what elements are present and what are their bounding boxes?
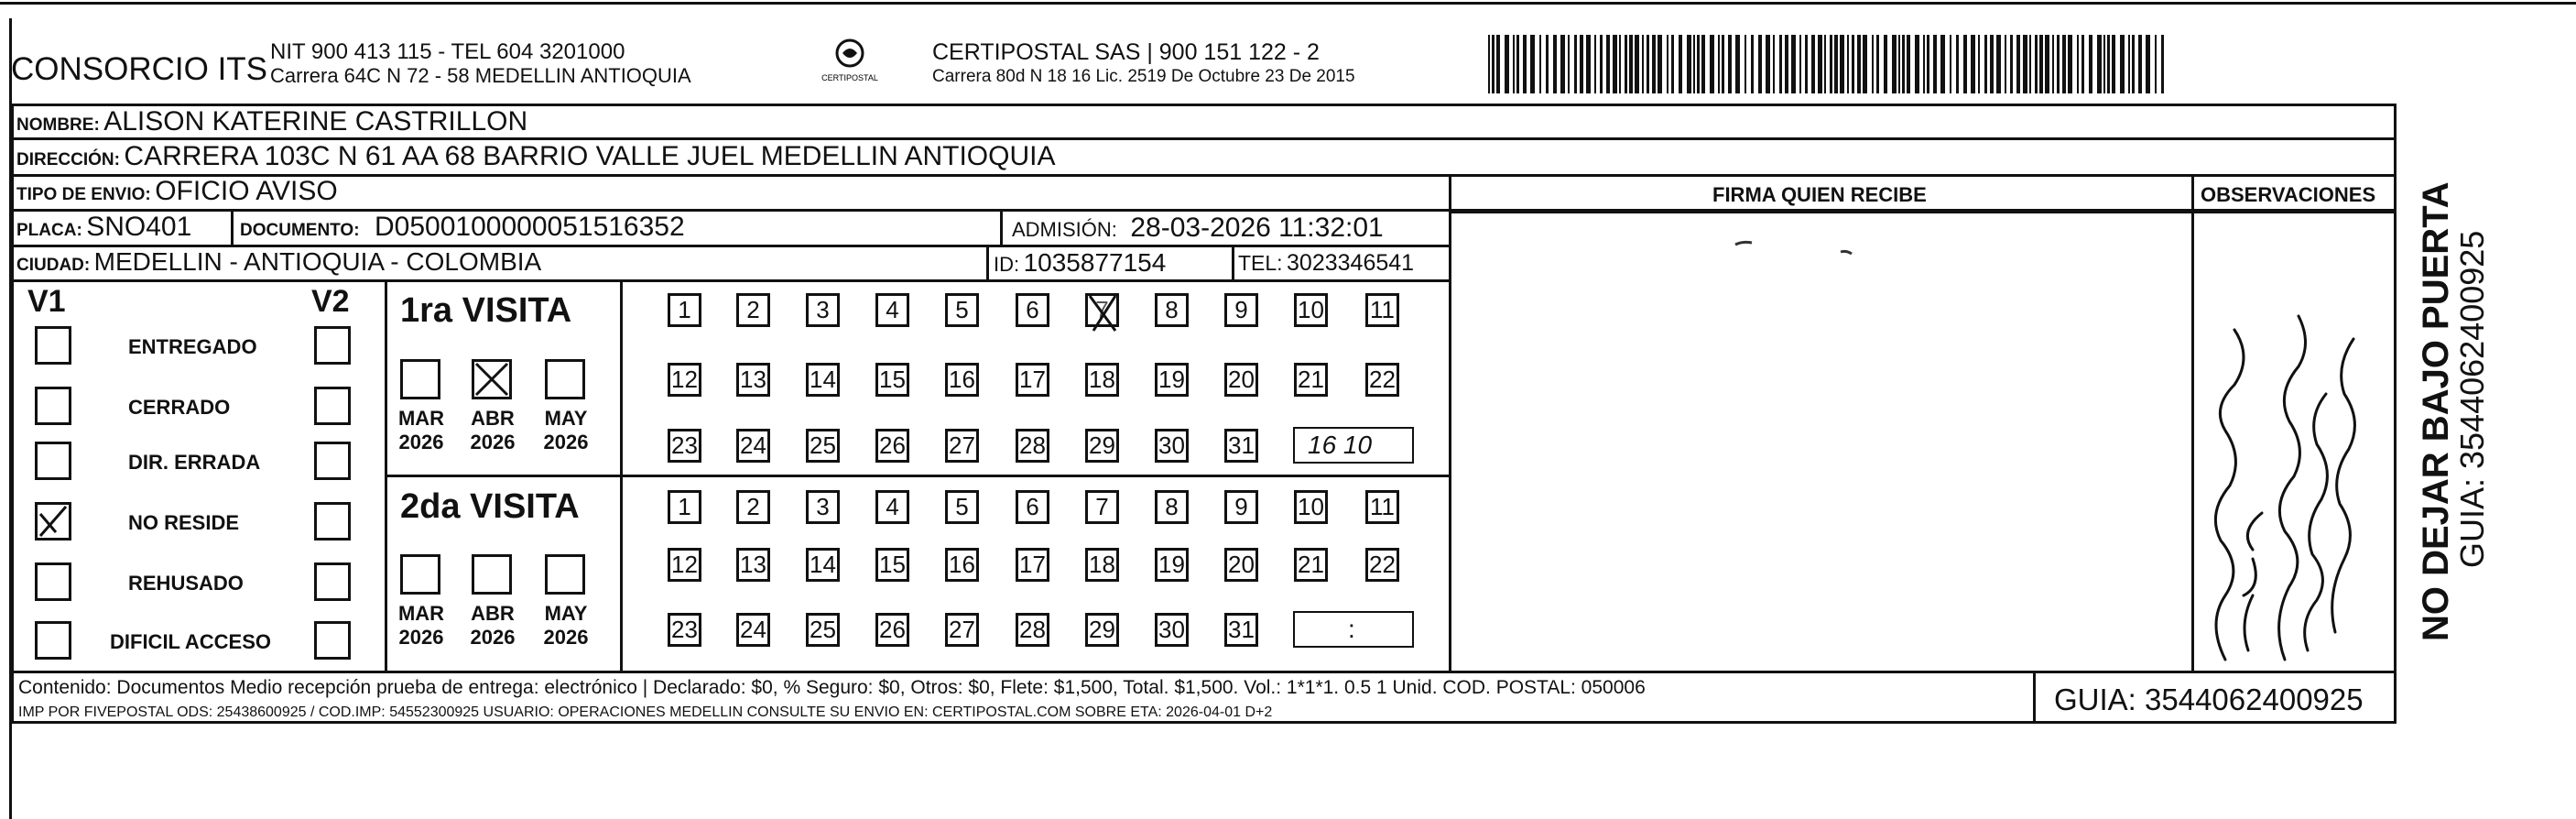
id-value: 1035877154 xyxy=(1023,248,1167,277)
barcode-bar xyxy=(2039,35,2043,93)
second-visit-day[interactable]: 24 xyxy=(736,613,770,647)
barcode-bar xyxy=(1505,35,1509,93)
status-label: DIR. ERRADA xyxy=(128,451,261,474)
second-visit-day[interactable]: 16 xyxy=(945,548,979,582)
barcode-bar xyxy=(1594,35,1596,93)
second-visit-day[interactable]: 31 xyxy=(1224,613,1258,647)
second-visit-day[interactable]: 21 xyxy=(1294,548,1328,582)
first-visit-day[interactable]: 9 xyxy=(1224,293,1258,327)
month-label: MAY 2026 xyxy=(543,602,589,649)
company-address: Carrera 64C N 72 - 58 MEDELLIN ANTIOQUIA xyxy=(270,64,691,87)
status-label: DIFICIL ACCESO xyxy=(110,630,272,653)
v1-label: V1 xyxy=(27,284,66,319)
v2-checkbox[interactable] xyxy=(314,502,351,541)
barcode-bar xyxy=(2161,35,2164,93)
second-visit-day[interactable]: 11 xyxy=(1365,490,1399,524)
direccion-label: DIRECCIÓN: xyxy=(16,150,120,169)
barcode-bar xyxy=(1758,35,1762,93)
first-visit-day[interactable]: 14 xyxy=(806,363,840,397)
barcode-bar xyxy=(2138,35,2142,93)
barcode-bar xyxy=(1619,35,1621,93)
barcode-bar xyxy=(1950,35,1951,93)
v1-checkbox[interactable] xyxy=(35,621,71,660)
barcode-bar xyxy=(1785,35,1788,93)
tipo-value: OFICIO AVISO xyxy=(155,176,338,206)
second-visit-day[interactable]: 10 xyxy=(1294,490,1328,524)
barcode-bar xyxy=(2045,35,2049,93)
barcode-bar xyxy=(1492,35,1495,93)
admision-value: 28-03-2026 11:32:01 xyxy=(1130,213,1384,243)
second-time-value: : xyxy=(1348,615,1355,643)
first-visit-day[interactable]: 16 xyxy=(945,363,979,397)
month-checkbox[interactable] xyxy=(545,359,585,399)
second-visit-day[interactable]: 22 xyxy=(1365,548,1399,582)
v1-checkbox[interactable] xyxy=(35,562,71,601)
first-visit-day[interactable]: 29 xyxy=(1085,429,1119,463)
first-visit-day[interactable]: 12 xyxy=(668,363,701,397)
month-label: MAR 2026 xyxy=(397,602,445,649)
first-visit-day[interactable]: 1 xyxy=(668,293,701,327)
barcode-bar xyxy=(1907,35,1910,93)
barcode-bar xyxy=(2132,35,2135,93)
barcode-bar xyxy=(1898,35,1900,93)
barcode-bar xyxy=(1872,35,1874,93)
tipo-label: TIPO DE ENVIO: xyxy=(16,185,151,204)
v1-checkbox[interactable] xyxy=(35,326,71,365)
month-label: ABR 2026 xyxy=(470,602,516,649)
barcode-bar xyxy=(1811,35,1815,93)
barcode-bar xyxy=(1840,35,1844,93)
barcode-bar xyxy=(1830,35,1832,93)
status-label: NO RESIDE xyxy=(128,511,240,534)
cell-divider xyxy=(1232,246,1234,280)
side-warning: NO DEJAR BAJO PUERTA xyxy=(2416,181,2456,641)
first-visit-day[interactable]: 8 xyxy=(1155,293,1189,327)
barcode-bar xyxy=(1652,35,1656,93)
certipostal-logo xyxy=(813,37,886,90)
barcode-bar xyxy=(1586,35,1591,93)
col-divider xyxy=(2191,174,2194,671)
barcode-bar xyxy=(2081,35,2084,93)
barcode-bar xyxy=(1791,35,1796,93)
carrier-name: CERTIPOSTAL SAS | 900 151 122 - 2 xyxy=(932,39,1320,65)
barcode-bar xyxy=(1852,35,1854,93)
first-visit-day[interactable]: 10 xyxy=(1294,293,1328,327)
barcode-bar xyxy=(2155,35,2157,93)
barcode-bar xyxy=(1799,35,1801,93)
month-checkbox[interactable] xyxy=(545,554,585,595)
v2-label: V2 xyxy=(311,284,350,319)
barcode-bar xyxy=(1963,35,1967,93)
first-visit-day[interactable]: 15 xyxy=(875,363,909,397)
second-visit-day[interactable]: 5 xyxy=(945,490,979,524)
first-visit-day[interactable]: 28 xyxy=(1016,429,1049,463)
first-visit-day[interactable]: 27 xyxy=(945,429,979,463)
barcode-bar xyxy=(1647,35,1649,93)
first-visit-day[interactable]: 11 xyxy=(1365,293,1399,327)
first-visit-day[interactable]: 5 xyxy=(945,293,979,327)
barcode-bar xyxy=(1745,35,1746,93)
admision-label: ADMISIÓN: xyxy=(1012,218,1117,241)
month-checkbox[interactable] xyxy=(400,359,440,399)
first-visit-title: 1ra VISITA xyxy=(400,291,572,330)
first-visit-day[interactable]: 21 xyxy=(1294,363,1328,397)
second-visit-day[interactable]: 12 xyxy=(668,548,701,582)
barcode-bar xyxy=(1990,35,1994,93)
barcode-bar xyxy=(2010,35,2013,93)
barcode-bar xyxy=(2035,35,2038,93)
barcode-bar xyxy=(2077,35,2079,93)
top-border xyxy=(0,2,2576,5)
barcode-bar xyxy=(1940,35,1945,93)
barcode-bar xyxy=(1658,35,1662,93)
first-visit-day[interactable]: 22 xyxy=(1365,363,1399,397)
second-time-box[interactable] xyxy=(1293,611,1414,648)
barcode-bar xyxy=(2023,35,2027,93)
barcode-bar xyxy=(1847,35,1849,93)
barcode-bar xyxy=(1978,35,1980,93)
barcode-bar xyxy=(1560,35,1565,93)
first-visit-day[interactable]: 13 xyxy=(736,363,770,397)
barcode-bar xyxy=(1902,35,1905,93)
barcode-bar xyxy=(1728,35,1732,93)
ciudad-value: MEDELLIN - ANTIOQUIA - COLOMBIA xyxy=(93,247,542,276)
barcode-bar xyxy=(1580,35,1583,93)
company-name: CONSORCIO ITS xyxy=(11,51,268,87)
barcode-bar xyxy=(1697,35,1700,93)
barcode-bar xyxy=(1606,35,1610,93)
first-visit-day[interactable]: 4 xyxy=(875,293,909,327)
visit-row-divider xyxy=(385,475,1449,477)
col-header-line xyxy=(1449,211,2397,213)
v1-checkbox[interactable] xyxy=(35,442,71,480)
status-label: ENTREGADO xyxy=(128,335,257,358)
first-visit-day[interactable]: 26 xyxy=(875,429,909,463)
month-label: ABR 2026 xyxy=(470,407,516,453)
barcode-bar xyxy=(1915,35,1919,93)
first-visit-day[interactable]: 6 xyxy=(1016,293,1049,327)
first-visit-day[interactable]: 7 xyxy=(1085,293,1119,327)
second-visit-title: 2da VISITA xyxy=(400,487,580,526)
status-label: CERRADO xyxy=(128,396,231,419)
barcode-bar xyxy=(1635,35,1639,93)
barcode-bar xyxy=(1857,35,1861,93)
ciudad-label: CIUDAD: xyxy=(16,256,91,275)
barcode-bar xyxy=(1687,35,1691,93)
v2-checkbox[interactable] xyxy=(314,442,351,480)
barcode-bar xyxy=(1773,35,1775,93)
barcode-bar xyxy=(2107,35,2110,93)
col-divider xyxy=(1449,174,1451,671)
second-visit-day[interactable]: 9 xyxy=(1224,490,1258,524)
cell-divider xyxy=(1000,211,1003,245)
footer-guia: GUIA: 3544062400925 xyxy=(2054,682,2364,716)
v2-checkbox[interactable] xyxy=(314,387,351,425)
barcode-bar xyxy=(1863,35,1867,93)
contenido-text: Contenido: Documentos Medio recepción prueba de entrega: electrónico | Declarado: $0, % Seguro: $0, Otros: $0, Flete: $1,500, Total. $1,500. Vol.: 1*1*1. 0.5 1 Unid. COD. POSTAL: 050006 xyxy=(18,677,1646,698)
v2-checkbox[interactable] xyxy=(314,326,351,365)
barcode-bar xyxy=(1568,35,1570,93)
barcode-bar xyxy=(1824,35,1826,93)
barcode-bar xyxy=(1523,35,1527,93)
status-label: REHUSADO xyxy=(128,572,244,595)
barcode-bar xyxy=(2112,35,2115,93)
barcode-bar xyxy=(1693,35,1695,93)
barcode-bar xyxy=(1818,35,1822,93)
barcode-bar xyxy=(1892,35,1897,93)
company-nit: NIT 900 413 115 - TEL 604 3201000 xyxy=(270,39,625,64)
second-visit-day[interactable]: 13 xyxy=(736,548,770,582)
month-checkbox[interactable] xyxy=(472,554,512,595)
signature-marks xyxy=(1731,234,1877,261)
barcode-bar xyxy=(1971,35,1975,93)
barcode-bar xyxy=(1766,35,1770,93)
first-visit-day[interactable]: 25 xyxy=(806,429,840,463)
barcode-bar xyxy=(1629,35,1633,93)
barcode-bar xyxy=(1834,35,1838,93)
barcode-bar xyxy=(2057,35,2060,93)
second-visit-day[interactable]: 7 xyxy=(1085,490,1119,524)
barcode-bar xyxy=(1671,35,1674,93)
barcode-bar xyxy=(2097,35,2102,93)
month-label: MAY 2026 xyxy=(543,407,589,453)
barcode-bar xyxy=(1496,35,1500,93)
nombre-label: NOMBRE: xyxy=(16,115,100,135)
barcode-bar xyxy=(2089,35,2092,93)
placa-label: PLACA: xyxy=(16,221,82,240)
first-visit-day[interactable]: 18 xyxy=(1085,363,1119,397)
barcode-bar xyxy=(1513,35,1515,93)
barcode-bar xyxy=(2068,35,2072,93)
barcode-bar xyxy=(1805,35,1808,93)
barcode-bar xyxy=(1701,35,1705,93)
handwritten-observaciones xyxy=(2198,247,2381,669)
barcode-bar xyxy=(1642,35,1644,93)
second-visit-day[interactable]: 17 xyxy=(1016,548,1049,582)
footer-divider xyxy=(11,671,2397,673)
first-visit-day[interactable]: 24 xyxy=(736,429,770,463)
first-visit-day[interactable]: 30 xyxy=(1155,429,1189,463)
v2-checkbox[interactable] xyxy=(314,562,351,601)
imp-text: IMP POR FIVEPOSTAL ODS: 25438600925 / COD.IMP: 54552300925 USUARIO: OPERACIONES MEDELLIN CONSULTE SU ENVIO EN: CERTIPOSTAL.COM SOBRE ETA: 2026-04-01 D+2 xyxy=(18,704,1273,720)
first-visit-day[interactable]: 31 xyxy=(1224,429,1258,463)
barcode-bar xyxy=(1546,35,1549,93)
row-divider xyxy=(11,174,2397,177)
second-visit-day[interactable]: 19 xyxy=(1155,548,1189,582)
first-time-box[interactable] xyxy=(1293,427,1414,464)
barcode-bar xyxy=(2128,35,2130,93)
barcode-bar xyxy=(1923,35,1925,93)
v2-checkbox[interactable] xyxy=(314,621,351,660)
first-visit-day[interactable]: 23 xyxy=(668,429,701,463)
barcode-bar xyxy=(2052,35,2054,93)
barcode-bar xyxy=(2103,35,2105,93)
documento-label: DOCUMENTO: xyxy=(240,221,360,240)
barcode-bar xyxy=(1996,35,2001,93)
barcode-bar xyxy=(1539,35,1541,93)
barcode-bar xyxy=(1488,35,1490,93)
second-visit-day[interactable]: 23 xyxy=(668,613,701,647)
second-visit-day[interactable]: 18 xyxy=(1085,548,1119,582)
tel-value: 3023346541 xyxy=(1287,250,1415,276)
second-visit-day[interactable]: 14 xyxy=(806,548,840,582)
barcode-bar xyxy=(2062,35,2066,93)
firma-header: FIRMA QUIEN RECIBE xyxy=(1712,183,1927,206)
barcode-bar xyxy=(2146,35,2150,93)
second-visit-day[interactable]: 3 xyxy=(806,490,840,524)
barcode-bar xyxy=(1876,35,1879,93)
barcode-bar xyxy=(2016,35,2020,93)
second-visit-day[interactable]: 25 xyxy=(806,613,840,647)
first-visit-day[interactable]: 2 xyxy=(736,293,770,327)
second-visit-day[interactable]: 29 xyxy=(1085,613,1119,647)
tel-label: TEL: xyxy=(1238,251,1283,275)
barcode-bar xyxy=(1933,35,1937,93)
carrier-address: Carrera 80d N 18 16 Lic. 2519 De Octubre 23 De 2015 xyxy=(932,67,1355,86)
month-checkbox[interactable] xyxy=(472,359,512,399)
barcode-bar xyxy=(1984,35,1987,93)
barcode-bar xyxy=(2005,35,2006,93)
barcode-bar xyxy=(1679,35,1682,93)
barcode-bar xyxy=(1600,35,1603,93)
second-visit-day[interactable]: 27 xyxy=(945,613,979,647)
second-visit-day[interactable]: 15 xyxy=(875,548,909,582)
direccion-value: CARRERA 103C N 61 AA 68 BARRIO VALLE JUEL MEDELLIN ANTIOQUIA xyxy=(124,141,1056,171)
documento-value: D0500100000051516352 xyxy=(375,212,685,242)
barcode xyxy=(1488,35,2170,93)
barcode-bar xyxy=(1718,35,1720,93)
barcode-bar xyxy=(1530,35,1535,93)
guia-divider xyxy=(2033,671,2036,724)
barcode-bar xyxy=(2120,35,2125,93)
barcode-bar xyxy=(1751,35,1754,93)
cell-divider xyxy=(231,211,234,245)
barcode-bar xyxy=(2029,35,2031,93)
id-label: ID: xyxy=(994,253,1020,276)
svg-text:CERTIPOSTAL: CERTIPOSTAL xyxy=(821,73,878,82)
second-visit-day[interactable]: 8 xyxy=(1155,490,1189,524)
v1-checkbox[interactable] xyxy=(35,387,71,425)
barcode-bar xyxy=(1667,35,1668,93)
barcode-bar xyxy=(1722,35,1724,93)
barcode-bar xyxy=(1710,35,1714,93)
nombre-value: ALISON KATERINE CASTRILLON xyxy=(103,106,528,136)
first-visit-day[interactable]: 19 xyxy=(1155,363,1189,397)
first-visit-day[interactable]: 20 xyxy=(1224,363,1258,397)
barcode-bar xyxy=(1553,35,1557,93)
month-checkbox[interactable] xyxy=(400,554,440,595)
placa-value: SNO401 xyxy=(86,212,192,242)
row-divider xyxy=(11,137,2397,140)
second-visit-day[interactable]: 4 xyxy=(875,490,909,524)
v1-checkbox[interactable] xyxy=(35,502,71,541)
second-visit-day[interactable]: 2 xyxy=(736,490,770,524)
first-time-value: 16 10 xyxy=(1308,431,1373,459)
barcode-bar xyxy=(1625,35,1627,93)
side-guia: GUIA: 3544062400925 xyxy=(2453,230,2491,568)
barcode-bar xyxy=(1956,35,1959,93)
barcode-bar xyxy=(1735,35,1740,93)
second-visit-day[interactable]: 1 xyxy=(668,490,701,524)
second-visit-day[interactable]: 28 xyxy=(1016,613,1049,647)
second-visit-day[interactable]: 20 xyxy=(1224,548,1258,582)
barcode-bar xyxy=(1613,35,1617,93)
form-table xyxy=(11,104,2397,724)
second-visit-day[interactable]: 26 xyxy=(875,613,909,647)
barcode-bar xyxy=(1574,35,1577,93)
second-visit-day[interactable]: 30 xyxy=(1155,613,1189,647)
first-visit-day[interactable]: 3 xyxy=(806,293,840,327)
cell-divider xyxy=(986,246,989,280)
barcode-bar xyxy=(1884,35,1887,93)
barcode-bar xyxy=(1516,35,1519,93)
barcode-bar xyxy=(1927,35,1929,93)
observaciones-header: OBSERVACIONES xyxy=(2201,183,2376,206)
barcode-bar xyxy=(1779,35,1782,93)
second-visit-day[interactable]: 6 xyxy=(1016,490,1049,524)
first-visit-day[interactable]: 17 xyxy=(1016,363,1049,397)
month-label: MAR 2026 xyxy=(397,407,445,453)
